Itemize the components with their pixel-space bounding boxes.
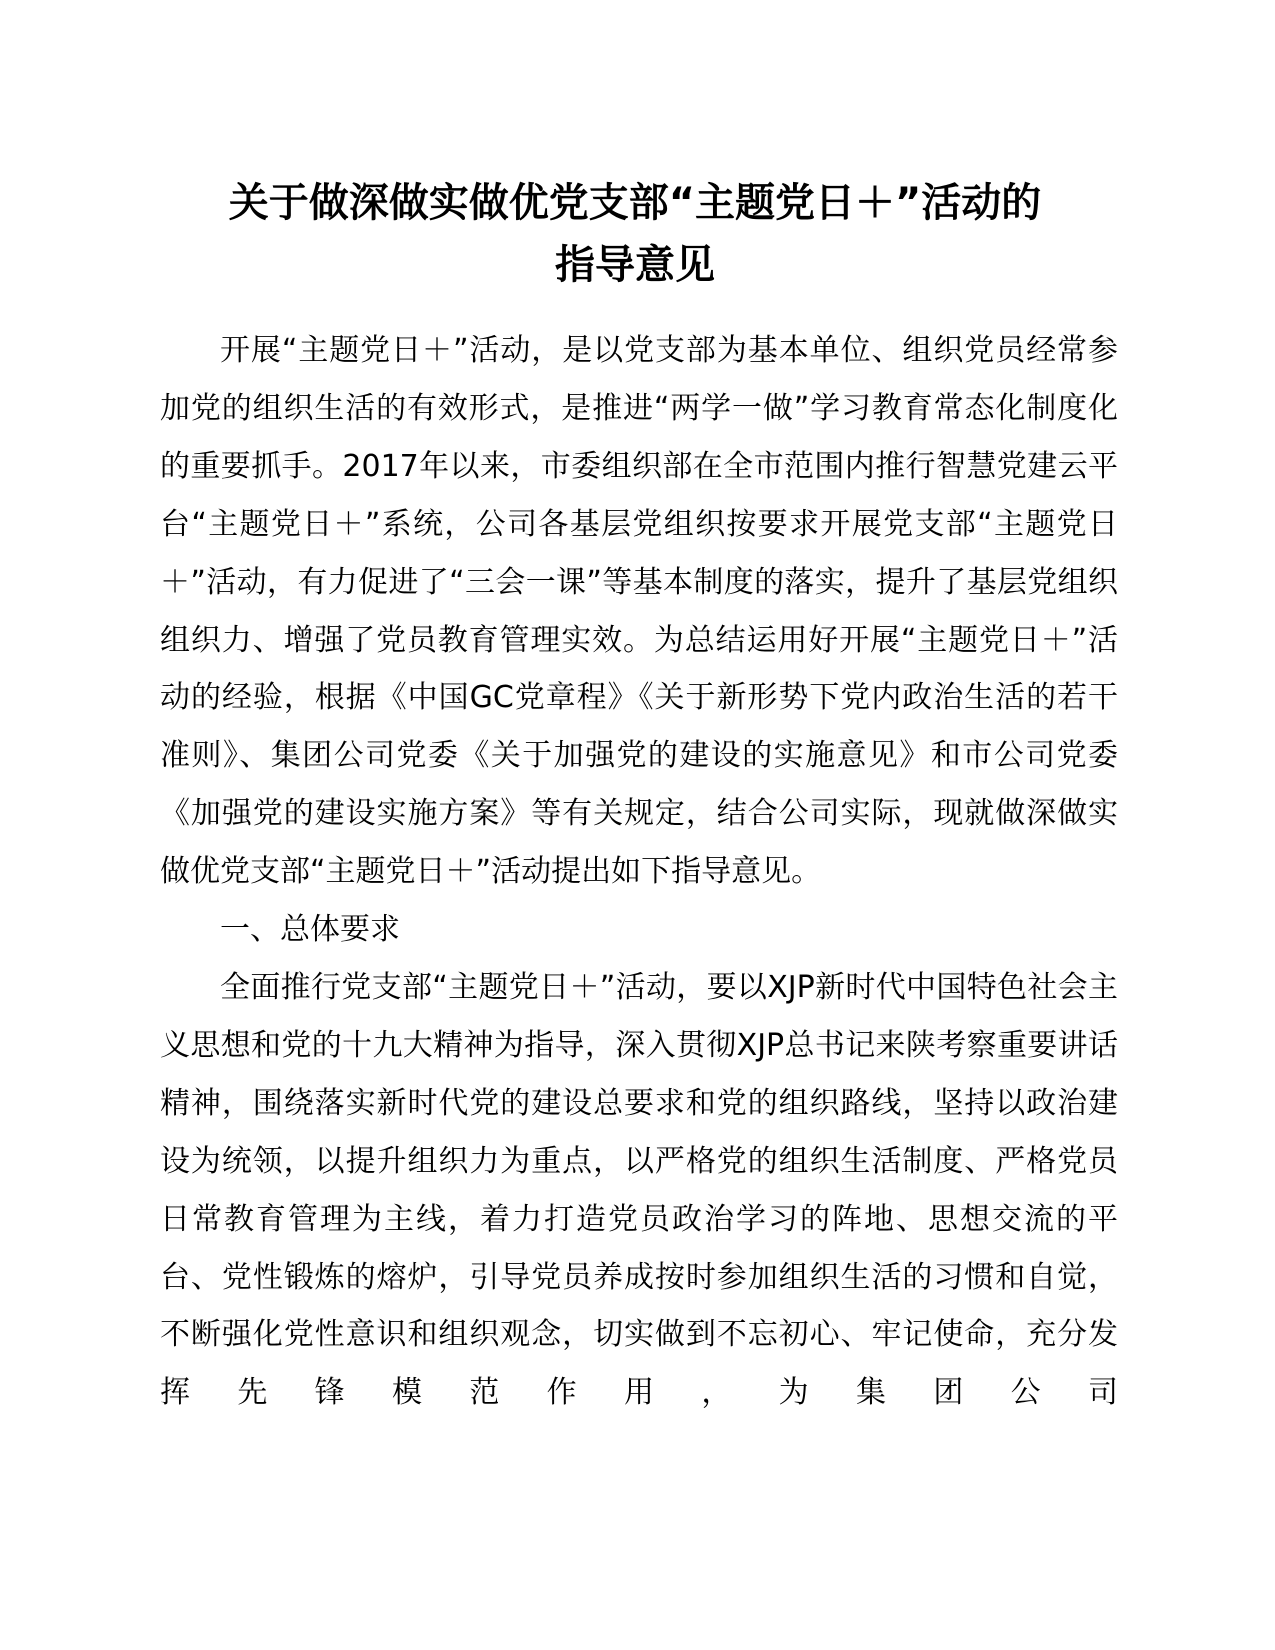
document-title-line-1: 关于做深做实做优党支部“主题党日＋”活动的 — [228, 180, 1042, 226]
general-requirements-paragraph: 全面推行党支部“主题党日＋”活动，要以XJP新时代中国特色社会主义思想和党的十九大精神为指导，深入贯彻XJP总书记来陕考察重要讲话精神，围绕落实新时代党的建设总要求和党的组织路线，坚持以政治建设为统领，以提升组织力为重点，以严格党的组织生活制度、严格党员日常教育管理为主线，着力打造党员政治学习的阵地、思想交流的平台、党性锻炼的熔炉，引导党员养成按时参加组织生活的习惯和自觉，不断强化党性意识和组织观念，切实做到不忘初心、牢记使命，充分发挥先锋模范作用，为集团公司 — [160, 969, 1118, 1411]
document-body — [160, 322, 1118, 1422]
intro-paragraph: 开展“主题党日＋”活动，是以党支部为基本单位、组织党员经常参加党的组织生活的有效形式，是推进“两学一做”学习教育常态化制度化的重要抓手。2017年以来，市委组织部在全市范围内推行智慧党建云平台“主题党日＋”系统，公司各基层党组织按要求开展党支部“主题党日＋”活动，有力促进了“三会一课”等基本制度的落实，提升了基层党组织组织力、增强了党员教育管理实效。为总结运用好开展“主题党日＋”活动的经验，根据《中国GC党章程》《关于新形势下党内政治生活的若干准则》、集团公司党委《关于加强党的建设的实施意见》和市公司党委《加强党的建设实施方案》等有关规定，结合公司实际，现就做深做实做优党支部“主题党日＋”活动提出如下指导意见。 — [160, 333, 1118, 890]
document-title-line-2: 指导意见 — [555, 242, 715, 288]
section-heading-general-requirements: 一、总体要求 — [220, 912, 400, 948]
document-title — [140, 172, 1130, 296]
